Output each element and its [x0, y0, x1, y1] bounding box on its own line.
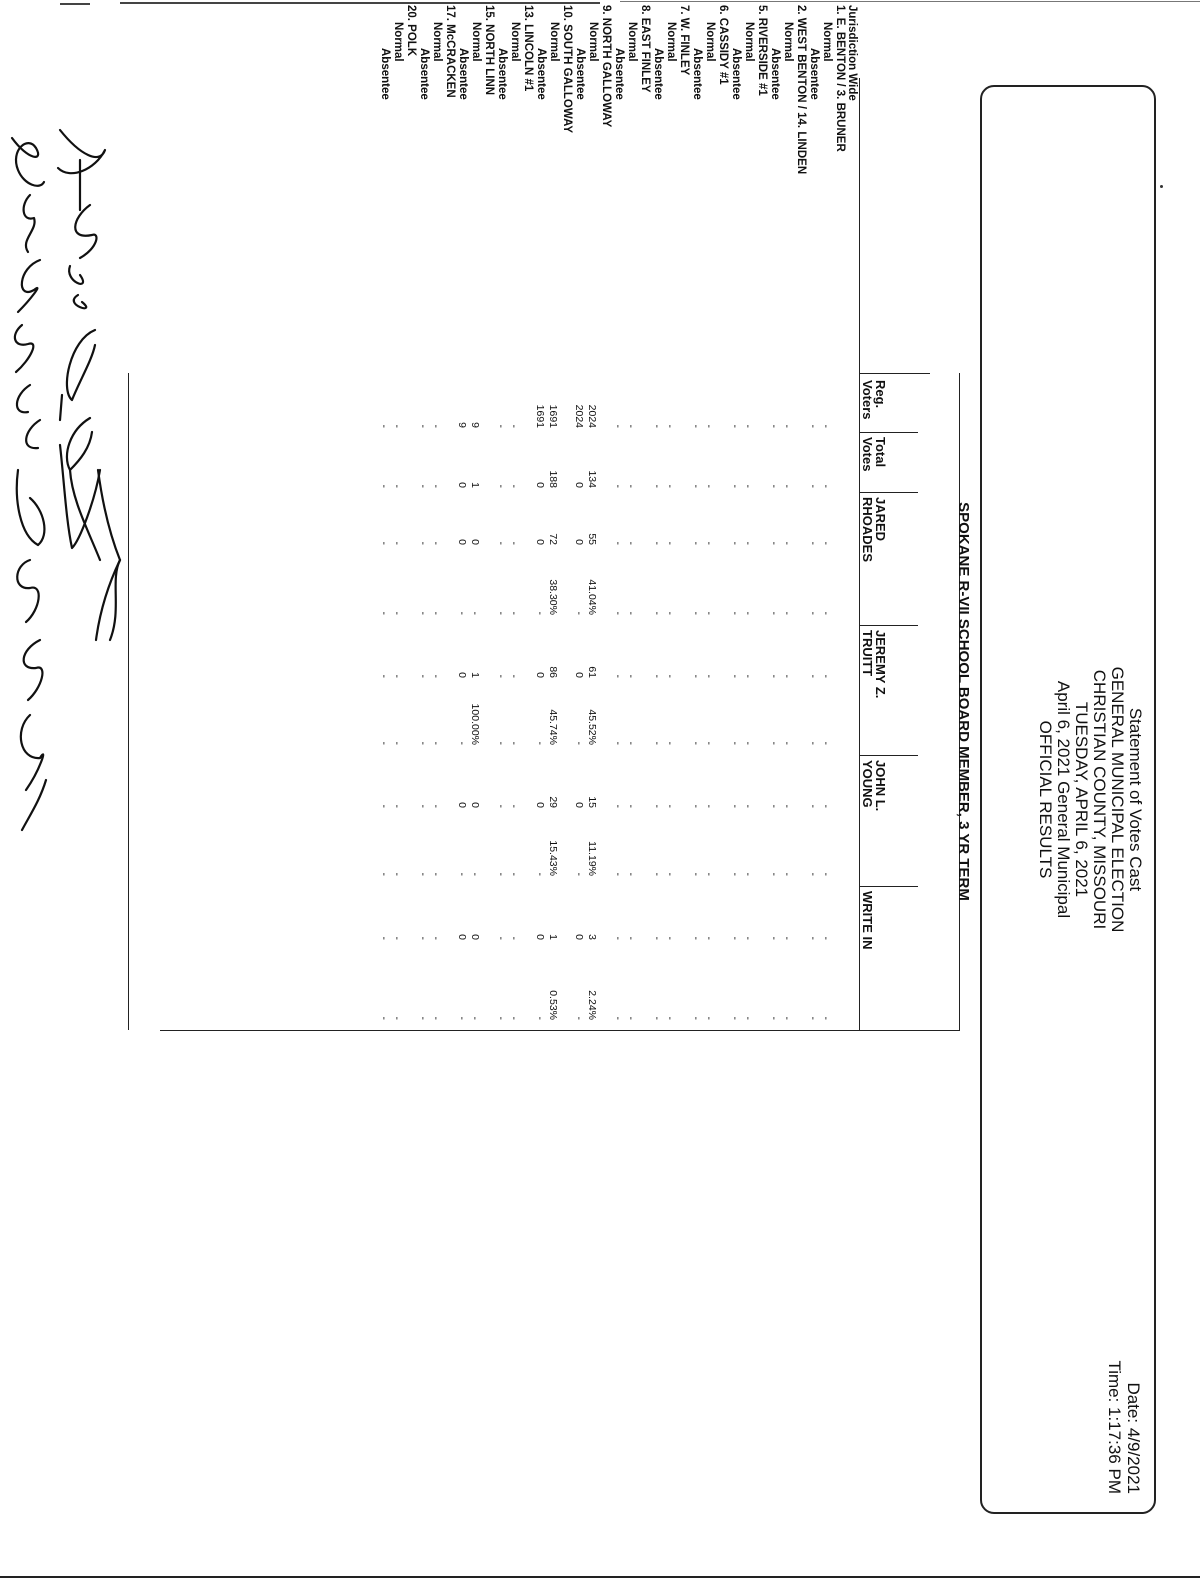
cell-c2p: - [703, 741, 715, 745]
row-label-absentee: Absentee [535, 48, 547, 100]
cell-wp: - [742, 1016, 754, 1020]
cell-c3p: - [612, 872, 624, 876]
cell-c3: - [495, 804, 507, 808]
cell-c2p: - [612, 741, 624, 745]
cell-c1p: - [664, 611, 676, 615]
row-label-normal: Normal [704, 22, 716, 62]
cell-c3: - [430, 804, 442, 808]
cell-total: 188 [547, 470, 559, 488]
cell-c1p: 38.30% [547, 579, 559, 615]
cell-c2: - [430, 674, 442, 678]
row-label-absentee: Absentee [808, 48, 820, 100]
cell-c2p: - [807, 741, 819, 745]
cell-c2p: 45.74% [547, 709, 559, 745]
cell-c2p: - [573, 741, 585, 745]
cell-c3: - [729, 804, 741, 808]
cell-c3: 29 [547, 796, 559, 808]
row-label-absentee: Absentee [769, 48, 781, 100]
cell-c2: - [508, 674, 520, 678]
precinct-name: 2. WEST BENTON / 14. LINDEN [795, 5, 807, 175]
cell-c2p: - [820, 741, 832, 745]
cell-c2p: - [534, 741, 546, 745]
cell-c2p: - [391, 741, 403, 745]
row-label-normal: Normal [782, 22, 794, 62]
cell-c1: - [612, 541, 624, 545]
cell-c1: - [690, 541, 702, 545]
cell-c2: 86 [547, 666, 559, 678]
header-title-line: TUESDAY, APRIL 6, 2021 [1072, 701, 1091, 898]
cell-reg: 1691 [534, 404, 546, 428]
row-label-absentee: Absentee [652, 48, 664, 100]
precinct-name: 7. W. FINLEY [678, 5, 690, 76]
cell-w: 0 [456, 934, 468, 940]
cell-w: 0 [469, 934, 481, 940]
cell-c1: - [729, 541, 741, 545]
cell-w: - [807, 936, 819, 940]
cell-total: - [664, 484, 676, 488]
cell-c1p: - [417, 611, 429, 615]
cell-c3p: - [417, 872, 429, 876]
cell-c2p: - [651, 741, 663, 745]
row-label-normal: Normal [392, 22, 404, 62]
race-title: SPOKANE R-VII SCHOOL BOARD MEMBER, 3 YR TERM [955, 502, 972, 901]
cell-w: - [417, 936, 429, 940]
cell-total: - [742, 484, 754, 488]
cell-wp: - [456, 1016, 468, 1020]
cell-wp: - [768, 1016, 780, 1020]
cell-c2: - [690, 674, 702, 678]
cell-c2: 0 [534, 672, 546, 678]
cell-c3: - [378, 804, 390, 808]
cell-total: - [807, 484, 819, 488]
cell-wp: 0.53% [547, 990, 559, 1020]
cell-c1: - [703, 541, 715, 545]
row-label-normal: Normal [821, 22, 833, 62]
col-candidate-rhoades-2: RHOADES [860, 497, 875, 563]
cell-c1: 0 [469, 539, 481, 545]
cell-w: - [495, 936, 507, 940]
precinct-name: 13. LINCOLN #1 [522, 5, 534, 92]
cell-total: - [378, 484, 390, 488]
cell-wp: - [807, 1016, 819, 1020]
report-date: Date: 4/9/2021 [1124, 1382, 1143, 1494]
cell-c2p: - [378, 741, 390, 745]
cell-reg: - [391, 424, 403, 428]
cell-c2p: - [430, 741, 442, 745]
cell-wp: - [508, 1016, 520, 1020]
cell-w: 0 [534, 934, 546, 940]
cell-c1p: - [534, 611, 546, 615]
cell-c3: - [417, 804, 429, 808]
cell-c3p: - [664, 872, 676, 876]
cell-c1p: - [729, 611, 741, 615]
cell-c1p: - [612, 611, 624, 615]
cell-c1: 0 [456, 539, 468, 545]
row-label-normal: Normal [431, 22, 443, 62]
cell-wp: - [417, 1016, 429, 1020]
cell-wp: - [729, 1016, 741, 1020]
cell-c3: - [820, 804, 832, 808]
cell-reg: 9 [456, 422, 468, 428]
cell-wp: - [534, 1016, 546, 1020]
row-label-absentee: Absentee [418, 48, 430, 100]
cell-c2p: - [456, 741, 468, 745]
cell-reg: - [430, 424, 442, 428]
cell-wp: - [495, 1016, 507, 1020]
cell-c1p: - [573, 611, 585, 615]
cell-total: - [690, 484, 702, 488]
cell-c2: - [768, 674, 780, 678]
cell-reg: - [768, 424, 780, 428]
row-label-normal: Normal [743, 22, 755, 62]
cell-c1p: - [781, 611, 793, 615]
cell-reg: 2024 [573, 404, 585, 428]
cell-c2: 0 [456, 672, 468, 678]
cell-w: - [742, 936, 754, 940]
cell-c1: - [417, 541, 429, 545]
cell-c3p: - [781, 872, 793, 876]
cell-wp: - [703, 1016, 715, 1020]
cell-wp: - [781, 1016, 793, 1020]
cell-c2p: - [495, 741, 507, 745]
cell-c3: - [781, 804, 793, 808]
cell-c1p: - [495, 611, 507, 615]
cell-c2: - [664, 674, 676, 678]
cell-c3p: 15.43% [547, 840, 559, 876]
row-label-absentee: Absentee [379, 48, 391, 100]
cell-reg: - [820, 424, 832, 428]
col-write-in: WRITE IN [860, 891, 875, 950]
cell-c1: - [430, 541, 442, 545]
row-label-normal: Normal [470, 22, 482, 62]
cell-c3: 0 [469, 802, 481, 808]
cell-c3p: - [690, 872, 702, 876]
header-title-line: April 6, 2021 General Municipal [1054, 680, 1073, 919]
precinct-name: 10. SOUTH GALLOWAY [561, 5, 573, 134]
cell-c3: 15 [586, 796, 598, 808]
col-reg-voters-1: Reg. [873, 380, 888, 409]
cell-c1: 0 [573, 539, 585, 545]
row-label-normal: Normal [665, 22, 677, 62]
cell-c1p: - [378, 611, 390, 615]
row-label-absentee: Absentee [691, 48, 703, 100]
precinct-name: 1. E. BENTON / 3. BRUNER [834, 5, 846, 152]
cell-c1p: - [625, 611, 637, 615]
row-label-absentee: Absentee [613, 48, 625, 100]
cell-total: - [495, 484, 507, 488]
cell-reg: - [729, 424, 741, 428]
row-label-absentee: Absentee [496, 48, 508, 100]
cell-reg: - [664, 424, 676, 428]
cell-c2: - [495, 674, 507, 678]
cell-c3p: - [573, 872, 585, 876]
cell-total: 0 [534, 482, 546, 488]
cell-c1p: - [508, 611, 520, 615]
cell-c3p: - [807, 872, 819, 876]
cell-c3: - [807, 804, 819, 808]
cell-c1: 72 [547, 533, 559, 545]
cell-c2p: - [664, 741, 676, 745]
row-label-normal: Normal [548, 22, 560, 62]
cell-c3p: - [534, 872, 546, 876]
cell-total: 0 [456, 482, 468, 488]
cell-c1: - [768, 541, 780, 545]
cell-wp: - [651, 1016, 663, 1020]
cell-c3: 0 [456, 802, 468, 808]
cell-c3p: - [625, 872, 637, 876]
precinct-name: 20. POLK [405, 5, 417, 57]
cell-c1p: - [768, 611, 780, 615]
cell-total: - [729, 484, 741, 488]
cell-c1p: - [391, 611, 403, 615]
cell-c3p: 11.19% [586, 841, 598, 876]
col-total-votes-2: Votes [860, 437, 875, 472]
col-candidate-young-1: JOHN L. [873, 760, 888, 812]
cell-c3: - [664, 804, 676, 808]
cell-c1: - [781, 541, 793, 545]
report-time: Time: 1:17:36 PM [1105, 1360, 1124, 1494]
cell-c2p: - [417, 741, 429, 745]
jurisdiction-wide-label: Jurisdiction Wide [846, 5, 858, 101]
cell-total: 0 [573, 482, 585, 488]
cell-wp: - [820, 1016, 832, 1020]
cell-c3p: - [820, 872, 832, 876]
cell-c3p: - [391, 872, 403, 876]
cell-w: - [612, 936, 624, 940]
cell-total: - [703, 484, 715, 488]
cell-wp: - [469, 1016, 481, 1020]
cell-w: - [664, 936, 676, 940]
cell-c2p: - [781, 741, 793, 745]
header-title-line: CHRISTIAN COUNTY, MISSOURI [1090, 669, 1109, 930]
cell-c3: - [625, 804, 637, 808]
cell-reg: 1691 [547, 404, 559, 428]
cell-total: - [612, 484, 624, 488]
cell-c1: - [664, 541, 676, 545]
cell-total: 1 [469, 482, 481, 488]
cell-total: - [768, 484, 780, 488]
cell-reg: - [417, 424, 429, 428]
cell-reg: 2024 [586, 404, 598, 428]
col-total-votes-1: Total [873, 437, 888, 468]
col-candidate-rhoades-1: JARED [873, 497, 888, 542]
cell-c3p: - [495, 872, 507, 876]
cell-c2: - [742, 674, 754, 678]
cell-c1p: - [469, 611, 481, 615]
cell-w: 0 [573, 934, 585, 940]
cell-c1p: - [820, 611, 832, 615]
cell-c1: - [508, 541, 520, 545]
cell-c2p: - [508, 741, 520, 745]
cell-c3: - [612, 804, 624, 808]
cell-c1: - [378, 541, 390, 545]
cell-c3: 0 [534, 802, 546, 808]
cell-c3: - [651, 804, 663, 808]
precinct-name: 8. EAST FINLEY [639, 5, 651, 93]
cell-reg: - [742, 424, 754, 428]
cell-c2p: - [625, 741, 637, 745]
row-label-absentee: Absentee [574, 48, 586, 100]
cell-c1: 55 [586, 533, 598, 545]
cell-c1p: - [742, 611, 754, 615]
cell-c3: - [690, 804, 702, 808]
cell-c1: 0 [534, 539, 546, 545]
cell-reg: - [703, 424, 715, 428]
precinct-name: 15. NORTH LINN [483, 5, 495, 96]
cell-c1: - [625, 541, 637, 545]
cell-c2: - [651, 674, 663, 678]
cell-c2: - [781, 674, 793, 678]
cell-c1p: 41.04% [586, 579, 598, 615]
cell-c1: - [820, 541, 832, 545]
cell-reg: - [495, 424, 507, 428]
cell-w: - [768, 936, 780, 940]
cell-c2: - [703, 674, 715, 678]
cell-c3: - [391, 804, 403, 808]
cell-c2: - [378, 674, 390, 678]
cell-c1: - [391, 541, 403, 545]
header-title-line: OFFICIAL RESULTS [1036, 720, 1055, 879]
cell-c3p: - [742, 872, 754, 876]
cell-total: - [391, 484, 403, 488]
cell-w: 1 [547, 934, 559, 940]
cell-c2p: - [742, 741, 754, 745]
cell-c3p: - [703, 872, 715, 876]
cell-c1p: - [651, 611, 663, 615]
col-candidate-young-2: YOUNG [860, 760, 875, 808]
cell-c1: - [495, 541, 507, 545]
col-reg-voters-2: Voters [860, 380, 875, 420]
cell-c2p: - [768, 741, 780, 745]
cell-total: - [820, 484, 832, 488]
cell-wp: - [573, 1016, 585, 1020]
cell-wp: - [664, 1016, 676, 1020]
cell-c3p: - [729, 872, 741, 876]
cell-w: - [820, 936, 832, 940]
cell-c2p: 100.00% [469, 703, 481, 745]
cell-c2: - [807, 674, 819, 678]
cell-w: - [703, 936, 715, 940]
cell-c3p: - [456, 872, 468, 876]
col-candidate-truitt-1: JEREMY Z. [873, 630, 888, 699]
row-label-absentee: Absentee [730, 48, 742, 100]
row-label-normal: Normal [626, 22, 638, 62]
cell-wp: 2.24% [586, 990, 598, 1020]
cell-w: 3 [586, 934, 598, 940]
cell-total: - [651, 484, 663, 488]
cell-total: - [417, 484, 429, 488]
cell-reg: - [625, 424, 637, 428]
cell-w: - [651, 936, 663, 940]
cell-total: 134 [586, 470, 598, 488]
cell-w: - [430, 936, 442, 940]
cell-c3p: - [508, 872, 520, 876]
cell-c1p: - [690, 611, 702, 615]
precinct-name: 5. RIVERSIDE #1 [756, 5, 768, 96]
cell-total: - [625, 484, 637, 488]
header-title-line: GENERAL MUNICIPAL ELECTION [1108, 666, 1127, 933]
header-title-line: Statement of Votes Cast [1126, 707, 1145, 892]
col-candidate-truitt-2: TRUITT [860, 630, 875, 677]
cell-w: - [625, 936, 637, 940]
cell-c2p: - [729, 741, 741, 745]
cell-w: - [690, 936, 702, 940]
cell-c1: - [742, 541, 754, 545]
cell-reg: - [378, 424, 390, 428]
cell-c1: - [651, 541, 663, 545]
cell-c2: 0 [573, 672, 585, 678]
cell-reg: - [781, 424, 793, 428]
cell-c3: - [768, 804, 780, 808]
cell-w: - [729, 936, 741, 940]
row-label-absentee: Absentee [457, 48, 469, 100]
precinct-name: 17. McCRACKEN [444, 5, 456, 98]
cell-reg: - [612, 424, 624, 428]
cell-reg: - [807, 424, 819, 428]
cell-c2: - [417, 674, 429, 678]
cell-w: - [781, 936, 793, 940]
cell-c2: - [625, 674, 637, 678]
cell-c2: - [391, 674, 403, 678]
cell-total: - [781, 484, 793, 488]
cell-c2p: - [690, 741, 702, 745]
cell-reg: - [690, 424, 702, 428]
precinct-name: 6. CASSIDY #1 [717, 5, 729, 85]
cell-wp: - [378, 1016, 390, 1020]
precinct-name: 9. NORTH GALLOWAY [600, 5, 612, 128]
cell-wp: - [391, 1016, 403, 1020]
cell-c3: 0 [573, 802, 585, 808]
cell-c3p: - [469, 872, 481, 876]
cell-w: - [508, 936, 520, 940]
cell-c1: - [807, 541, 819, 545]
cell-c3: - [742, 804, 754, 808]
cell-wp: - [612, 1016, 624, 1020]
cell-c2: 61 [586, 666, 598, 678]
cell-reg: - [508, 424, 520, 428]
row-label-normal: Normal [509, 22, 521, 62]
cell-c3p: - [378, 872, 390, 876]
cell-wp: - [430, 1016, 442, 1020]
cell-c1p: - [807, 611, 819, 615]
cell-c3: - [508, 804, 520, 808]
cell-c1p: - [703, 611, 715, 615]
cell-c2: - [820, 674, 832, 678]
cell-total: - [508, 484, 520, 488]
cell-c1p: - [430, 611, 442, 615]
cell-c3p: - [768, 872, 780, 876]
cell-c2: - [612, 674, 624, 678]
cell-c3p: - [430, 872, 442, 876]
row-label-normal: Normal [587, 22, 599, 62]
cell-wp: - [690, 1016, 702, 1020]
cell-c1p: - [456, 611, 468, 615]
cell-total: - [430, 484, 442, 488]
cell-reg: 9 [469, 422, 481, 428]
cell-wp: - [625, 1016, 637, 1020]
cell-c2: - [729, 674, 741, 678]
cell-c2: 1 [469, 672, 481, 678]
cell-w: - [378, 936, 390, 940]
cell-w: - [391, 936, 403, 940]
cell-c2p: 45.52% [586, 709, 598, 745]
cell-reg: - [651, 424, 663, 428]
cell-c3: - [703, 804, 715, 808]
cell-c3p: - [651, 872, 663, 876]
